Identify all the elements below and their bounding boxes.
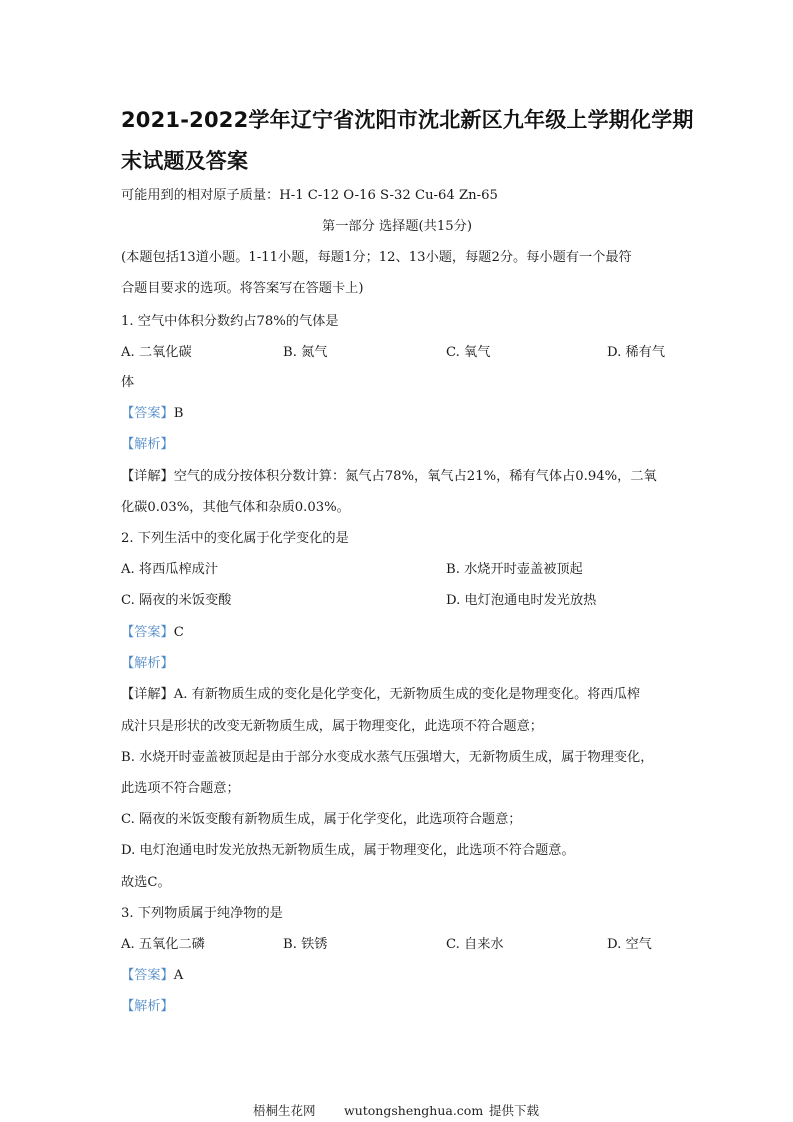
detail-line (121, 686, 673, 704)
answer-value: B (173, 406, 184, 421)
option-a: A. 五氧化二磷 (121, 937, 205, 952)
footer-site-name: 梧桐生花网 (253, 1103, 316, 1118)
instructions-line-1: (本题包括13道小题。1-11小题，每题1分；12、13小题，每题2分。每小题有一个最符 (121, 250, 632, 265)
option-a: A. 将西瓜榨成汁 (121, 562, 219, 577)
option-a: A. 二氧化碳 (121, 345, 192, 360)
footer-action: 提供下载 (489, 1103, 540, 1118)
answer-row (121, 405, 673, 423)
analysis-row (121, 436, 673, 454)
document-title-line-1: 2021-2022学年辽宁省沈阳市沈北新区九年级上学期化学期 (121, 108, 694, 132)
analysis-label: 【解析】 (121, 656, 174, 671)
option-b: B. 铁锈 (283, 937, 328, 952)
answer-row (121, 624, 673, 642)
answer-label: 【答案】 (121, 968, 174, 983)
analysis-label: 【解析】 (121, 999, 174, 1014)
detail-line (121, 468, 673, 486)
analysis-label: 【解析】 (121, 437, 174, 452)
question-stem: 2. 下列生活中的变化属于化学变化的是 (121, 531, 349, 546)
analysis-row (121, 998, 673, 1016)
question-stem: 3. 下列物质属于纯净物的是 (121, 906, 283, 921)
answer-value: A (173, 968, 184, 983)
detail-line: 故选C。 (121, 875, 171, 890)
option-c: C. 隔夜的米饭变酸 (121, 593, 232, 608)
answer-value: C (173, 625, 184, 640)
option-d: D. 空气 (607, 937, 652, 952)
atomic-mass-note: 可能用到的相对原子质量：H-1 C-12 O-16 S-32 Cu-64 Zn-65 (121, 188, 498, 203)
option-c: C. 自来水 (446, 937, 504, 952)
document-title-line-2: 末试题及答案 (121, 149, 249, 173)
option-d: D. 电灯泡通电时发光放热 (446, 593, 597, 608)
footer-url[interactable]: wutongshenghua.com (344, 1103, 484, 1118)
detail-label: 【详解】 (121, 469, 174, 484)
option-c: C. 氧气 (446, 345, 491, 360)
detail-line: 此选项不符合题意； (121, 781, 240, 796)
option-b: B. 水烧开时壶盖被顶起 (446, 562, 583, 577)
answer-row (121, 967, 673, 985)
detail-line: 成汁只是形状的改变无新物质生成，属于物理变化，此选项不符合题意； (121, 719, 543, 734)
section-heading: 第一部分 选择题(共15分) (322, 219, 472, 234)
detail-text: A. 有新物质生成的变化是化学变化，无新物质生成的变化是物理变化。将西瓜榨 (173, 687, 641, 702)
detail-line: C. 隔夜的米饭变酸有新物质生成，属于化学变化，此选项符合题意； (121, 812, 522, 827)
option-d-wrap: 体 (121, 375, 135, 390)
instructions-line-2: 合题目要求的选项。将答案写在答题卡上) (121, 281, 364, 296)
answer-label: 【答案】 (121, 625, 174, 640)
detail-line: B. 水烧开时壶盖被顶起是由于部分水变成水蒸气压强增大，无新物质生成，属于物理变化， (121, 750, 654, 765)
option-b: B. 氮气 (283, 345, 328, 360)
analysis-row (121, 655, 673, 673)
detail-line: 化碳0.03%，其他气体和杂质0.03%。 (121, 500, 350, 515)
detail-line: D. 电灯泡通电时发光放热无新物质生成，属于物理变化，此选项不符合题意。 (121, 843, 575, 858)
option-d: D. 稀有气 (607, 345, 666, 360)
answer-label: 【答案】 (121, 406, 174, 421)
question-stem: 1. 空气中体积分数约占78%的气体是 (121, 314, 339, 329)
detail-label: 【详解】 (121, 687, 174, 702)
detail-text: 空气的成分按体积分数计算：氮气占78%，氧气占21%，稀有气体占0.94%，二氧 (173, 469, 657, 484)
